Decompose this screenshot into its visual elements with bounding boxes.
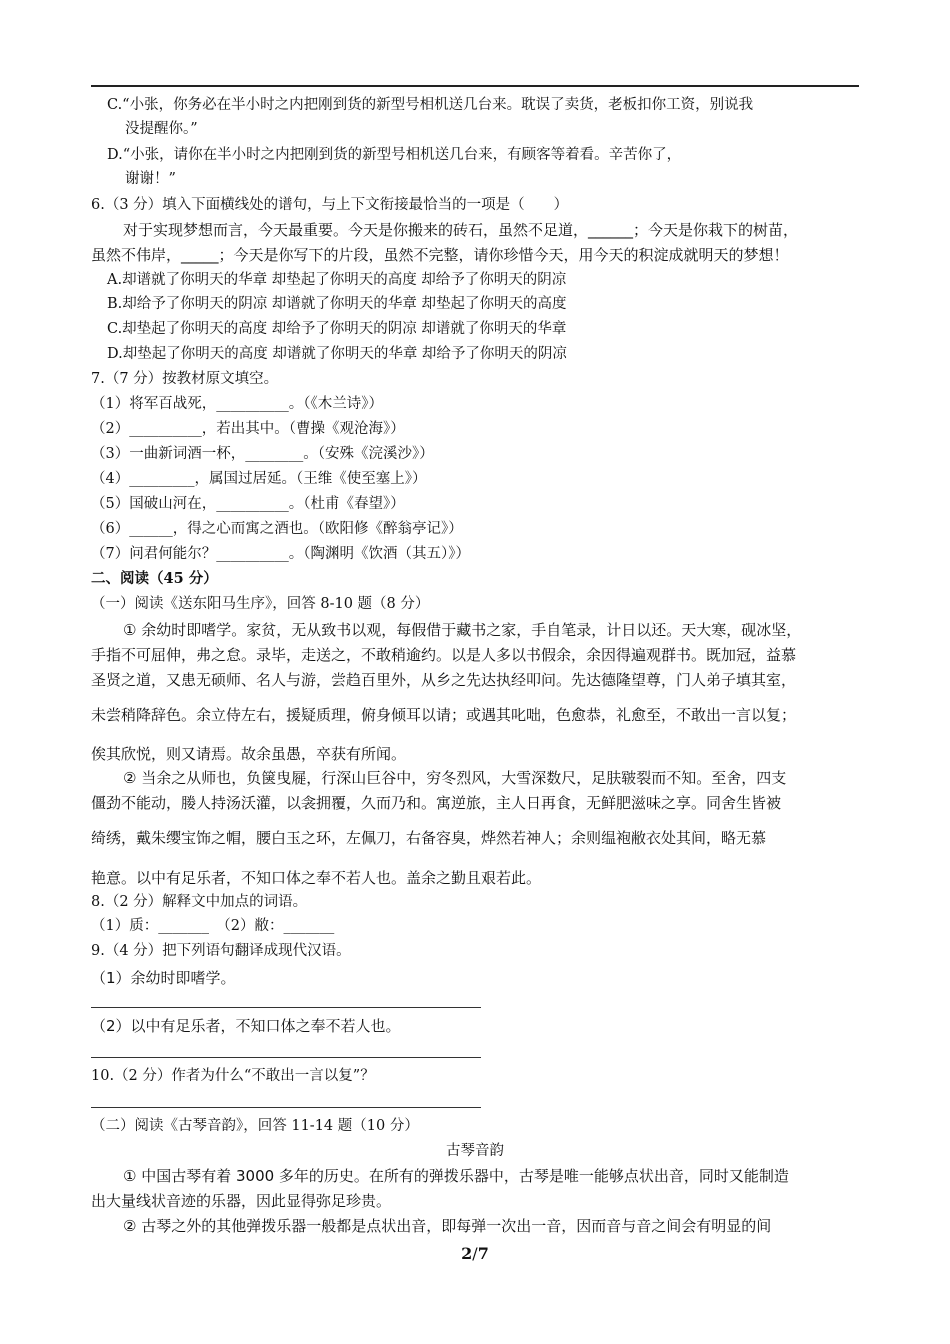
q6-passage-line1: 对于实现梦想而言，今天最重要。今天是你搬来的砖石，虽然不足道，______；今天是你栽下的树苗， bbox=[123, 221, 799, 239]
q6-option-b: B.却给予了你明天的阴凉 却谱就了你明天的华章 却垫起了你明天的高度 bbox=[107, 296, 567, 312]
page-separator: / bbox=[472, 1244, 478, 1263]
q5-option-d-line1: D.“小张，请你在半小时之内把刚到货的新型号相机送几台来，有顾客等着看。辛苦你了， bbox=[107, 147, 682, 163]
q9-item-2: （2）以中有足乐者，不知口体之奉不若人也。 bbox=[91, 1017, 401, 1035]
article-para1-line2: 出大量线状音迹的乐器，因此显得弥足珍贵。 bbox=[91, 1192, 392, 1210]
q6-option-d: D.却垫起了你明天的高度 却谱就了你明天的华章 却给予了你明天的阴凉 bbox=[107, 346, 567, 362]
q5-option-c-line1: C.“小张，你务必在半小时之内把刚到货的新型号相机送几台来。耽误了卖货，老板扣你工资，别说我 bbox=[107, 97, 754, 113]
q8-stem: 8.（2 分）解释文中加点的词语。 bbox=[91, 894, 308, 910]
passage2-line4: 艳意。以中有足乐者，不知口体之奉不若人也。盖余之勤且艰若此。 bbox=[91, 869, 542, 887]
passage1-line3: 圣贤之道，又患无硕师、名人与游，尝趋百里外，从乡之先达执经叩问。先达德隆望尊，门人弟子填其室， bbox=[91, 671, 797, 689]
passage1-line5: 俟其欣悦，则又请焉。故余虽愚，卒获有所闻。 bbox=[91, 745, 407, 763]
q7-item-5: （5）国破山河在，__________。（杜甫《春望》） bbox=[91, 496, 405, 512]
q8-items: （1）质：_______ （2）敝：_______ bbox=[91, 918, 335, 934]
passage1-line4: 未尝稍降辞色。余立侍左右，援疑质理，俯身倾耳以请；或遇其叱咄，色愈恭，礼愈至，不敢出一言以复； bbox=[91, 706, 797, 724]
q6-stem: 6.（3 分）填入下面横线处的谱句，与上下文衔接最恰当的一项是（ ） bbox=[91, 197, 569, 213]
article-para2-line1: ② 古琴之外的其他弹拨乐器一般都是点状出音，即每弹一次出一音，因而音与音之间会有明显的间 bbox=[123, 1217, 772, 1235]
passage2-line2: 僵劲不能动，媵人持汤沃灌，以衾拥覆，久而乃和。寓逆旅，主人日再食，无鲜肥滋味之享。同舍生皆被 bbox=[91, 794, 782, 812]
passage1-line2: 手指不可屈伸，弗之怠。录毕，走送之，不敢稍逾约。以是人多以书假余，余因得遍观群书。既加冠，益慕 bbox=[91, 646, 797, 664]
q7-item-6: （6）______，得之心而寓之酒也。（欧阳修《醉翁亭记》） bbox=[91, 521, 463, 537]
q5-option-d-line2: 谢谢！” bbox=[125, 171, 176, 187]
q7-item-7: （7）问君何能尔？__________。（陶渊明《饮酒（其五）》） bbox=[91, 546, 470, 562]
q10-answer-line bbox=[91, 1107, 481, 1108]
passage2-line3: 绮绣，戴朱缨宝饰之帽，腰白玉之环，左佩刀，右备容臭，烨然若神人；余则缊袍敝衣处其间，略无慕 bbox=[91, 829, 767, 847]
q9-answer-line-2 bbox=[91, 1057, 481, 1058]
reading-part1-title: （一）阅读《送东阳马生序》，回答 8-10 题（8 分） bbox=[91, 596, 430, 612]
q9-stem: 9.（4 分）把下列语句翻译成现代汉语。 bbox=[91, 943, 351, 959]
q9-answer-line-1 bbox=[91, 1007, 481, 1008]
q6-option-a: A.却谱就了你明天的华章 却垫起了你明天的高度 却给予了你明天的阴凉 bbox=[107, 272, 567, 288]
q7-item-4: （4）_________，属国过居延。（王维《使至塞上》） bbox=[91, 471, 427, 487]
q9-item-1: （1）余幼时即嗜学。 bbox=[91, 969, 236, 987]
passage1-line1: ① 余幼时即嗜学。家贫，无从致书以观，每假借于藏书之家，手自笔录，计日以还。天大寒，砚冰坚， bbox=[123, 621, 802, 639]
q7-item-2: （2）__________，若出其中。（曹操《观沧海》） bbox=[91, 421, 405, 437]
q6-option-c: C.却垫起了你明天的高度 却给予了你明天的阴凉 却谱就了你明天的华章 bbox=[107, 321, 567, 337]
q6-passage-line2: 虽然不伟岸，_____；今天是你写下的片段，虽然不完整，请你珍惜今天，用今天的积淀成就明天的梦想！ bbox=[91, 246, 789, 264]
q10-stem: 10.（2 分）作者为什么“不敢出一言以复”？ bbox=[91, 1068, 375, 1084]
article-para1-line1: ① 中国古琴有着 3000 多年的历史。在所有的弹拨乐器中，古琴是唯一能够点状出音，同时又能制造 bbox=[123, 1167, 789, 1185]
page-total: 7 bbox=[477, 1244, 489, 1263]
article-title: 古琴音韵 bbox=[446, 1143, 504, 1159]
passage2-line1: ② 当余之从师也，负箧曳屣，行深山巨谷中，穷冬烈风，大雪深数尺，足肤皲裂而不知。至舍，四支 bbox=[123, 769, 787, 787]
header-rule bbox=[91, 85, 859, 87]
page-number: 2 bbox=[461, 1244, 473, 1263]
page-footer bbox=[0, 1244, 950, 1263]
section-title-reading: 二、阅读（45 分） bbox=[91, 570, 218, 587]
q7-item-3: （3）一曲新词酒一杯，________。（安殊《浣溪沙》） bbox=[91, 446, 434, 462]
q5-option-c-line2: 没提醒你。” bbox=[125, 121, 198, 137]
reading-part2-title: （二）阅读《古琴音韵》，回答 11-14 题（10 分） bbox=[91, 1118, 419, 1134]
q7-item-1: （1）将军百战死，__________。（《木兰诗》） bbox=[91, 396, 383, 412]
q7-stem: 7.（7 分）按教材原文填空。 bbox=[91, 371, 279, 387]
